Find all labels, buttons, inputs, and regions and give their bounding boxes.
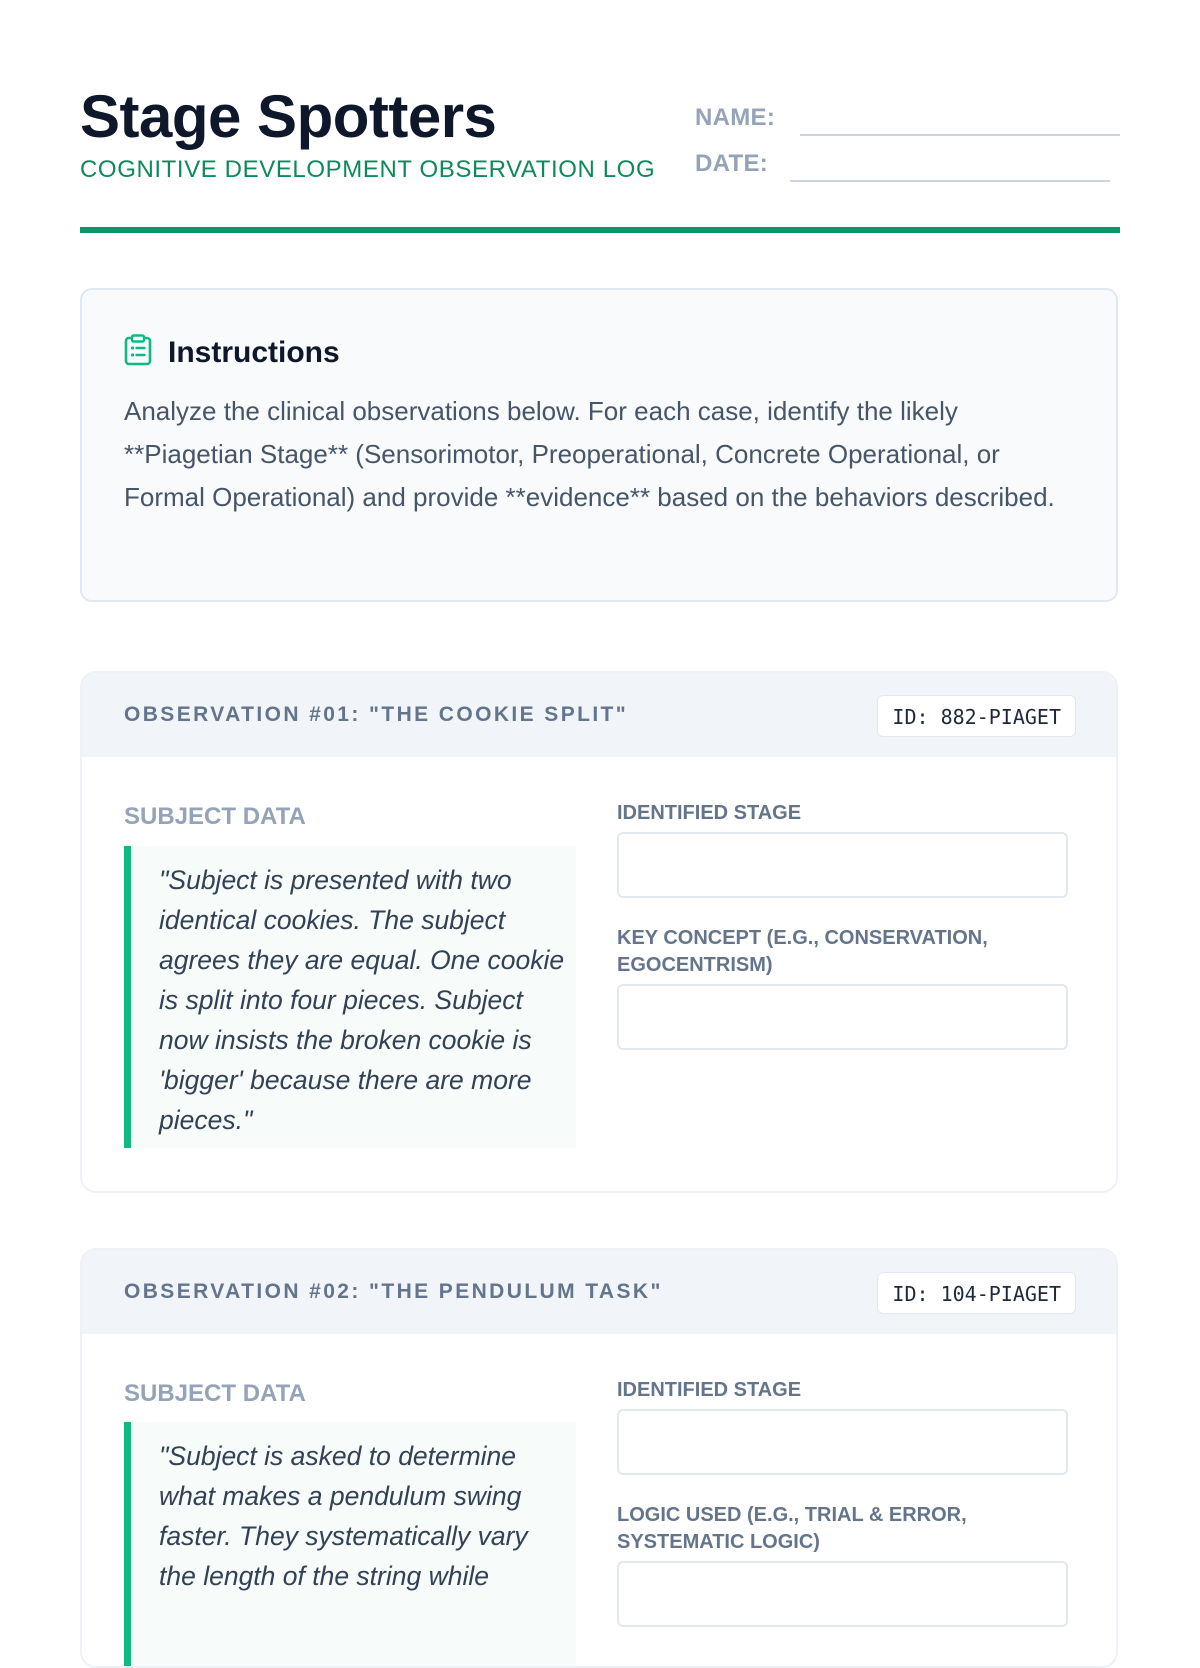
- subject-quote: "Subject is presented with two identical cookies. The subject agrees they are equal. One cookie is split into four pieces. Subject now insists the broken cookie is 'bigger' because there are more pieces.": [124, 846, 576, 1148]
- date-row: [695, 142, 1120, 182]
- observation-card: [80, 671, 1118, 1193]
- identified-stage-input[interactable]: [617, 832, 1068, 898]
- date-field[interactable]: [790, 180, 1110, 182]
- observation-card: [80, 1248, 1118, 1668]
- subject-quote: "Subject is asked to determine what makes a pendulum swing faster. They systematically vary the length of the string while: [124, 1422, 576, 1668]
- instructions-box: [80, 288, 1118, 602]
- subject-data-label: SUBJECT DATA: [124, 803, 306, 830]
- logic-used-label: LOGIC USED (E.G., TRIAL & ERROR, SYSTEMATIC LOGIC): [617, 1504, 967, 1553]
- key-concept-label: KEY CONCEPT (E.G., CONSERVATION, EGOCENTRISM): [617, 927, 988, 976]
- instructions-text: Analyze the clinical observations below. For each case, identify the likely **Piagetian Stage** (Sensorimotor, Preoperational, Concrete Operational, or Formal Operational) and provide **evidence** based on the behaviors described.: [124, 396, 1055, 512]
- page-subtitle: COGNITIVE DEVELOPMENT OBSERVATION LOG: [80, 156, 656, 183]
- worksheet-header: [80, 80, 1120, 230]
- subject-data-label: SUBJECT DATA: [124, 1380, 306, 1407]
- name-label: NAME:: [695, 104, 776, 131]
- name-field[interactable]: [800, 134, 1120, 136]
- logic-used-input[interactable]: [617, 1561, 1068, 1627]
- observation-title: OBSERVATION #01: "THE COOKIE SPLIT": [124, 703, 629, 726]
- header-divider: [80, 227, 1120, 233]
- instructions-title: Instructions: [168, 335, 340, 369]
- identified-stage-label: IDENTIFIED STAGE: [617, 802, 802, 824]
- observation-id-badge: ID: 882-PIAGET: [877, 695, 1076, 737]
- instructions-header: [124, 334, 340, 371]
- date-label: DATE:: [695, 150, 769, 177]
- observation-id-badge: ID: 104-PIAGET: [877, 1272, 1076, 1314]
- name-row: [695, 96, 1120, 136]
- observation-title: OBSERVATION #02: "THE PENDULUM TASK": [124, 1280, 663, 1303]
- key-concept-input[interactable]: [617, 984, 1068, 1050]
- identified-stage-label: IDENTIFIED STAGE: [617, 1379, 802, 1401]
- observation-header: [82, 1250, 1116, 1334]
- identified-stage-input[interactable]: [617, 1409, 1068, 1475]
- observation-header: [82, 673, 1116, 757]
- page-title: Stage Spotters: [80, 83, 497, 150]
- clipboard-icon: [124, 334, 152, 371]
